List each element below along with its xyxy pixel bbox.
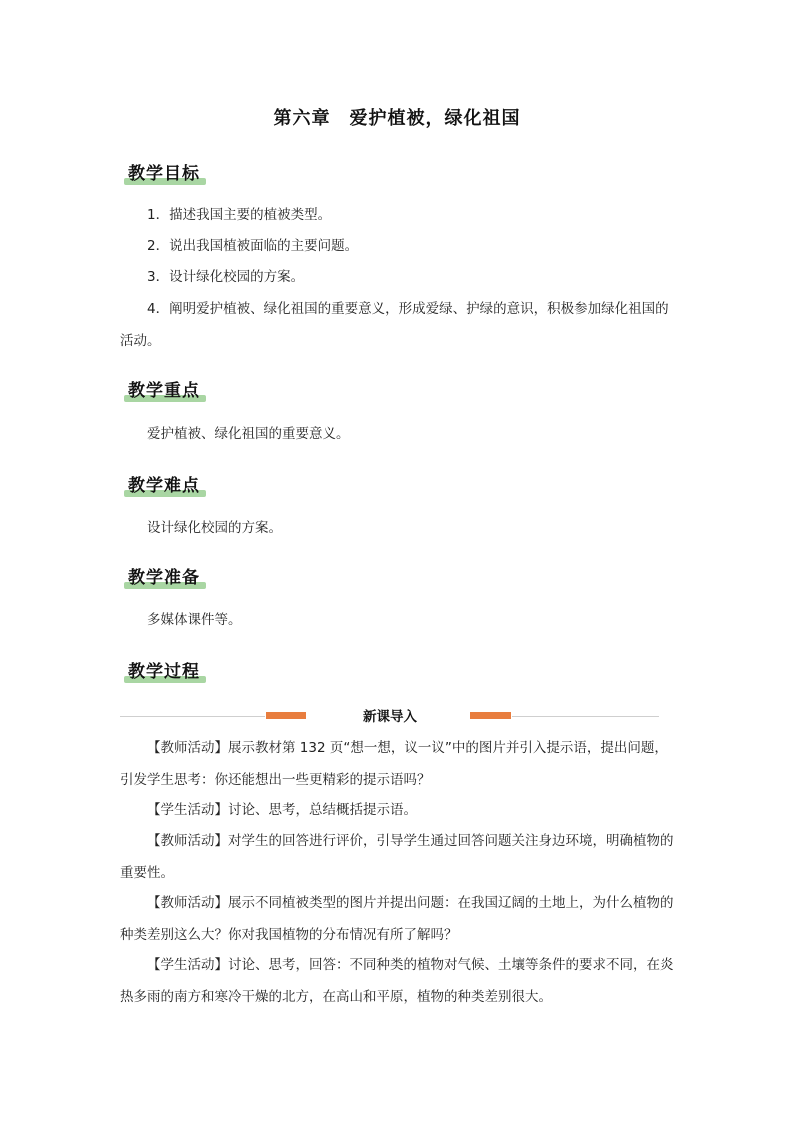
section-heading-preparation [128, 566, 200, 590]
section-heading-label: 教学重点 [128, 381, 200, 401]
preparation-text: 多媒体课件等。 [147, 612, 242, 628]
section-heading-label: 教学准备 [128, 568, 200, 588]
divider-accent-right [470, 712, 511, 719]
process-paragraph-3: 【教师活动】对学生的回答进行评价，引导学生通过回答问题关注身边环境，明确植物的重要性。 [120, 833, 674, 881]
section-heading-process [128, 660, 200, 684]
section-heading-label: 教学难点 [128, 476, 200, 496]
divider-accent-left [266, 712, 306, 719]
process-paragraph-1: 【教师活动】展示教材第 132 页“想一想，议一议”中的图片并引入提示语，提出问题，引发学生思考：你还能想出一些更精彩的提示语吗？ [120, 740, 668, 788]
process-paragraph-4: 【教师活动】展示不同植被类型的图片并提出问题：在我国辽阔的土地上，为什么植物的种类差别这么大？你对我国植物的分布情况有所了解吗？ [120, 895, 674, 943]
divider-line-right [512, 716, 659, 717]
difficulties-text: 设计绿化校园的方案。 [147, 520, 282, 536]
divider-label: 新课导入 [363, 709, 417, 725]
goal-item-1: 1．描述我国主要的植被类型。 [147, 207, 332, 223]
goal-item-4: 4．阐明爱护植被、绿化祖国的重要意义，形成爱绿、护绿的意识，积极参加绿化祖国的活动。 [120, 301, 669, 349]
process-paragraph-5: 【学生活动】讨论、思考，回答：不同种类的植物对气候、土壤等条件的要求不同，在炎热多雨的南方和寒冷干燥的北方，在高山和平原，植物的种类差别很大。 [120, 957, 674, 1005]
section-heading-goals [128, 162, 200, 186]
goal-item-2: 2．说出我国植被面临的主要问题。 [147, 238, 359, 254]
section-heading-label: 教学目标 [128, 164, 200, 184]
key-points-text: 爱护植被、绿化祖国的重要意义。 [147, 426, 350, 442]
section-heading-key-points [128, 379, 200, 403]
page-title: 第六章 爱护植被，绿化祖国 [273, 108, 521, 129]
process-paragraph-2: 【学生活动】讨论、思考，总结概括提示语。 [147, 802, 417, 818]
divider-line-left [120, 716, 265, 717]
section-heading-difficulties [128, 474, 200, 498]
section-heading-label: 教学过程 [128, 662, 200, 682]
goal-item-3: 3．设计绿化校园的方案。 [147, 269, 305, 285]
